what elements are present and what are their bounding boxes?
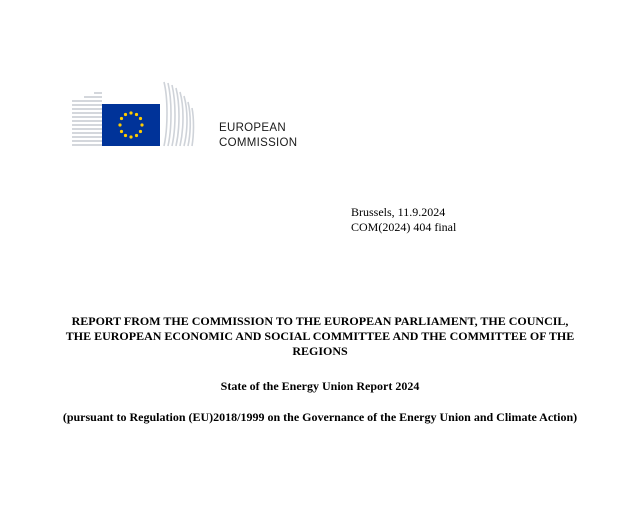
document-reference	[351, 205, 456, 235]
organization-name-line2: COMMISSION	[219, 137, 298, 149]
organization-name-line1: EUROPEAN	[219, 122, 286, 134]
legal-basis: (pursuant to Regulation (EU)2018/1999 on the Governance of the Energy Union and Climate Action)	[62, 410, 578, 424]
document-title: REPORT FROM THE COMMISSION TO THE EUROPEAN PARLIAMENT, THE COUNCIL, THE EUROPEAN ECONOMIC AND SOCIAL COMMITTEE AND THE COMMITTEE OF THE REGIONS	[65, 314, 575, 358]
document-number: COM(2024) 404 final	[351, 220, 457, 234]
organization-name	[219, 121, 297, 151]
european-commission-logo	[72, 78, 204, 148]
place-date: Brussels, 11.9.2024	[351, 205, 446, 219]
document-subtitle: State of the Energy Union Report 2024	[220, 379, 420, 393]
